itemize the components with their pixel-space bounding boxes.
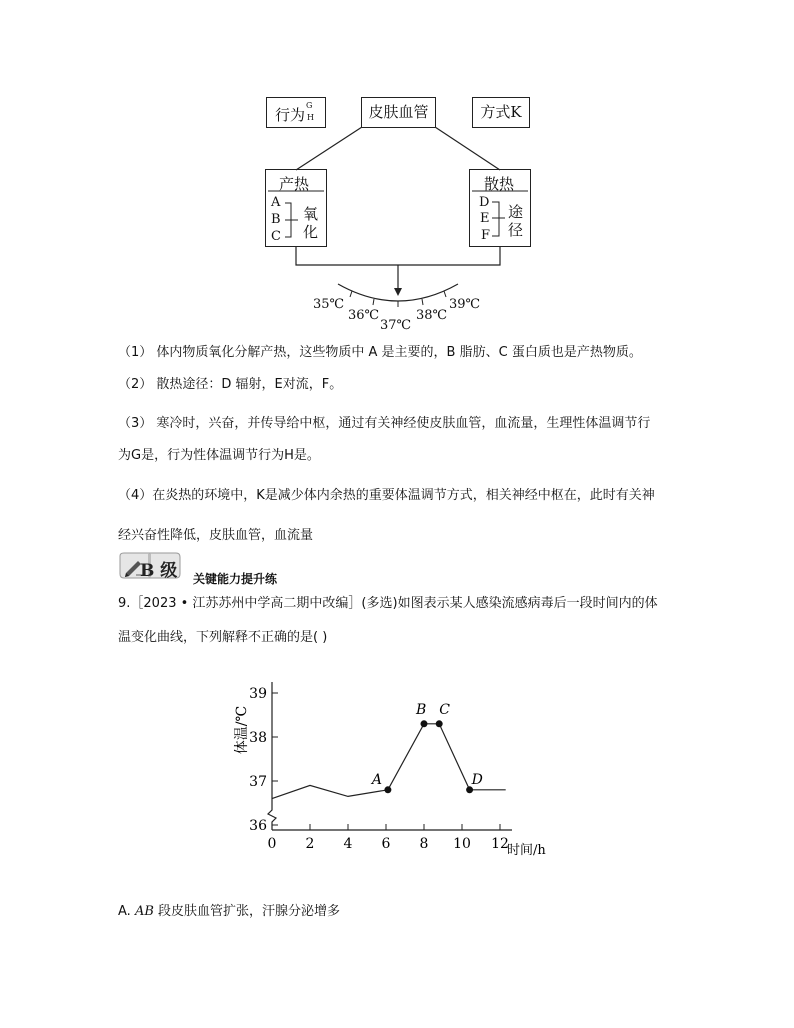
- skin-vessel-label: 皮肤血管: [368, 103, 429, 121]
- point-b: [421, 720, 428, 727]
- option-a-segment: AB: [134, 904, 154, 919]
- production-item-a: A: [271, 195, 281, 210]
- dissipation-item-f: F: [481, 228, 491, 243]
- point-label-d: D: [471, 771, 483, 788]
- scale-label-39: 39℃: [449, 297, 481, 312]
- pathway-char-1: 途: [508, 203, 524, 221]
- paragraph-3-line-2: 为G是，行为性体温调节行为H是。: [118, 448, 320, 463]
- y-axis: [268, 682, 276, 830]
- dissipation-item-e: E: [480, 211, 490, 226]
- behavior-label: 行为: [275, 106, 306, 124]
- point-c: [436, 720, 443, 727]
- pathway-char-2: 径: [508, 221, 524, 239]
- temperature-chart: [230, 660, 570, 875]
- x-tick-label: 12: [491, 836, 509, 852]
- point-label-b: B: [416, 701, 427, 718]
- x-tick-label: 6: [381, 836, 391, 852]
- dissipation-item-d: D: [479, 195, 490, 210]
- behavior-sup-g: G: [306, 101, 313, 110]
- method-k-label: 方式K: [480, 103, 522, 121]
- question-9-line-1: 9.［2023 • 江苏苏州中学高二期中改编］(多选)如图表示某人感染流感病毒后一段时间内的体: [118, 596, 658, 611]
- point-label-c: C: [439, 701, 450, 718]
- option-a-text: 段皮肤血管扩张，汗腺分泌增多: [153, 904, 341, 919]
- x-axis-label: 时间/h: [507, 843, 546, 858]
- skin-vessel-box: [361, 97, 436, 128]
- method-k-box: [472, 97, 530, 128]
- y-tick-label: 38: [249, 730, 267, 746]
- oxidation-char-1: 氧: [303, 205, 319, 223]
- x-tick-label: 0: [267, 836, 277, 852]
- x-tick-label: 10: [453, 836, 471, 852]
- behavior-sub-h: H: [307, 113, 314, 122]
- production-item-c: C: [271, 229, 281, 244]
- x-tick-label: 4: [343, 836, 353, 852]
- scale-label-37: 37℃: [380, 318, 412, 333]
- y-tick-label: 36: [249, 818, 267, 834]
- paragraph-1: （1） 体内物质氧化分解产热，这些物质中 A 是主要的，B 脂肪、C 蛋白质也是产热物质。: [118, 345, 642, 360]
- x-tick-label: 2: [305, 836, 315, 852]
- y-tick-label: 37: [249, 774, 267, 790]
- diagram-connectors: [0, 0, 794, 340]
- heat-dissipation-box: [469, 169, 531, 247]
- level-badge-text: B 级: [140, 561, 178, 581]
- paragraph-2: （2） 散热途径：D 辐射，E对流，F。: [118, 377, 343, 392]
- behavior-box: [266, 97, 326, 128]
- scale-label-36: 36℃: [348, 308, 380, 323]
- y-axis-label: 体温/℃: [234, 705, 250, 755]
- question-9-line-2: 温变化曲线，下列解释不正确的是( ): [118, 630, 328, 645]
- option-a: [118, 904, 340, 920]
- option-a-prefix: A.: [118, 904, 131, 919]
- x-tick-label: 8: [419, 836, 429, 852]
- paragraph-3-line-1: （3） 寒冷时，兴奋，并传导给中枢，通过有关神经使皮肤血管，血流量，生理性体温调节行: [118, 416, 651, 431]
- point-label-a: A: [371, 771, 383, 788]
- paragraph-4-line-2: 经兴奋性降低，皮肤血管，血流量: [118, 528, 314, 543]
- scale-label-35: 35℃: [313, 297, 345, 312]
- y-tick-label: 39: [249, 686, 267, 702]
- heat-production-title: 产热: [279, 175, 310, 193]
- section-title: 关键能力提升练: [193, 572, 278, 586]
- point-a: [384, 786, 391, 793]
- paragraph-4-line-1: （4）在炎热的环境中，K是减少体内余热的重要体温调节方式，相关神经中枢在，此时有关神: [118, 488, 655, 503]
- production-item-b: B: [271, 212, 281, 227]
- scale-label-38: 38℃: [416, 308, 448, 323]
- heat-production-box: [265, 169, 327, 247]
- level-badge: [118, 552, 182, 580]
- heat-dissipation-title: 散热: [484, 175, 515, 193]
- oxidation-char-2: 化: [303, 223, 319, 241]
